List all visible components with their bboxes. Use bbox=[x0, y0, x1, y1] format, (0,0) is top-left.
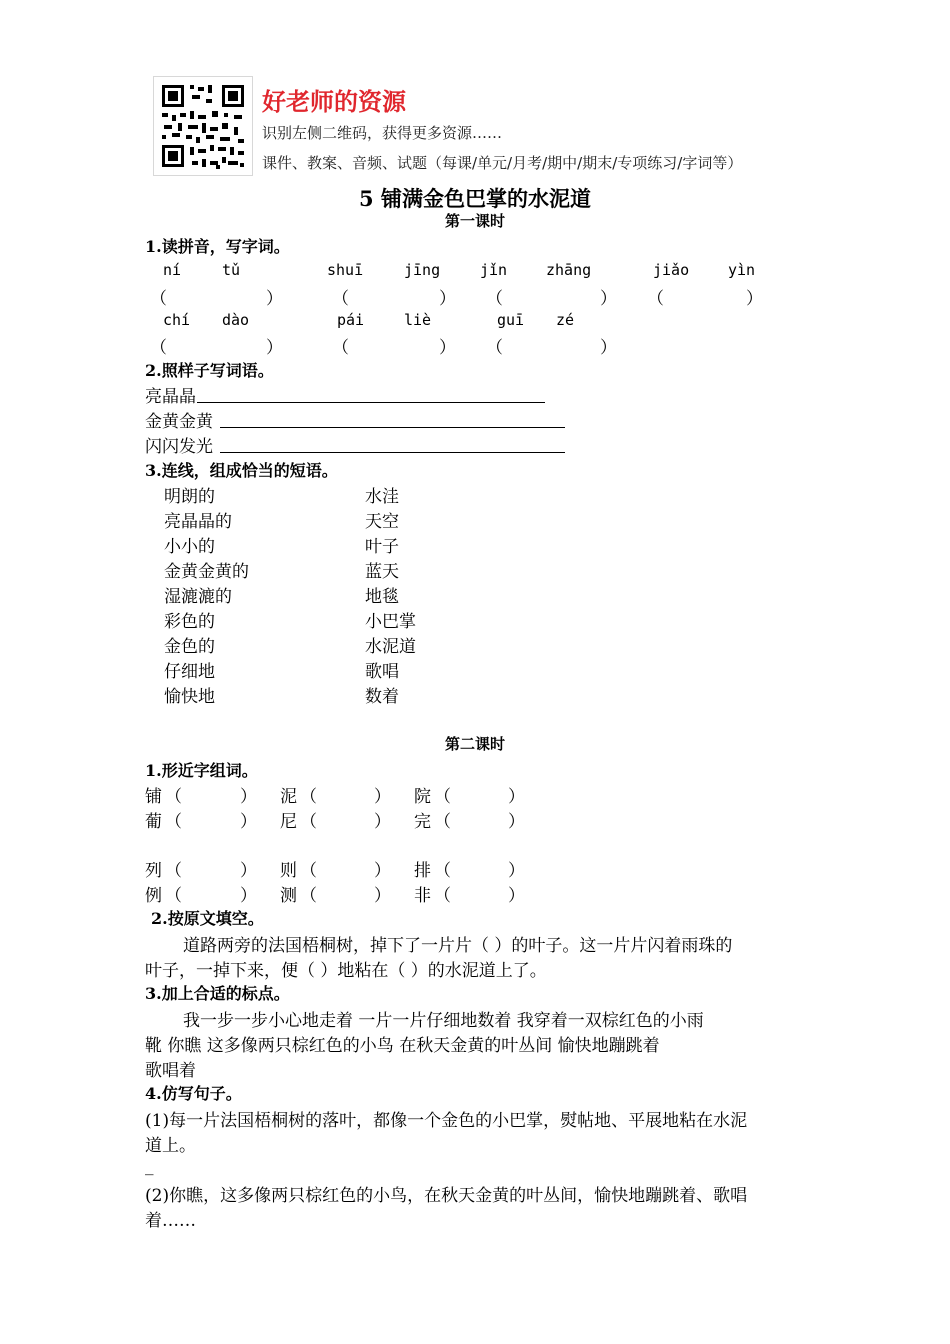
question-3-label: 3.连线，组成恰当的短语。 bbox=[145, 461, 338, 480]
match-right-item: 数着 bbox=[365, 687, 399, 707]
match-left-item: 小小的 bbox=[164, 537, 215, 557]
answer-line bbox=[220, 427, 565, 428]
pinyin: jǐn bbox=[480, 261, 508, 279]
answer-bracket-open: （ bbox=[165, 787, 182, 807]
match-right-item: 水泥道 bbox=[365, 637, 416, 657]
answer-bracket-open: （ bbox=[486, 289, 503, 309]
question-4-label: 4.仿写句子。 bbox=[145, 1084, 242, 1103]
pinyin: guī bbox=[497, 311, 525, 329]
answer-bracket-open: （ bbox=[150, 289, 167, 309]
answer-bracket-close: ） bbox=[508, 861, 525, 881]
pinyin: yìn bbox=[728, 261, 756, 279]
character: 院 bbox=[414, 787, 431, 807]
page-title: 5 铺满金色巴掌的水泥道 bbox=[359, 186, 591, 211]
pinyin: zhāng bbox=[546, 261, 592, 279]
answer-bracket-open: （ bbox=[165, 812, 182, 832]
character: 完 bbox=[414, 812, 431, 832]
lesson1-heading: 第一课时 bbox=[444, 212, 505, 230]
answer-bracket-close: ） bbox=[266, 289, 283, 309]
match-left-item: 湿漉漉的 bbox=[164, 587, 232, 607]
pinyin: dào bbox=[222, 311, 250, 329]
header-resources: 课件、教案、音频、试题（每课/单元/月考/期中/期末/专项练习/字词等） bbox=[262, 154, 743, 172]
question-2-label: 2.按原文填空。 bbox=[151, 909, 264, 928]
answer-bracket-close: ） bbox=[439, 338, 456, 358]
header-hint: 识别左侧二维码，获得更多资源…… bbox=[262, 124, 503, 142]
pinyin: tǔ bbox=[222, 261, 241, 279]
character: 泥 bbox=[280, 787, 297, 807]
pinyin: jīng bbox=[404, 261, 441, 279]
character: 排 bbox=[414, 861, 431, 881]
punctuation-line: 歌唱着 bbox=[145, 1061, 196, 1081]
answer-bracket-open: （ bbox=[150, 338, 167, 358]
answer-bracket-close: ） bbox=[746, 289, 763, 309]
pinyin: ní bbox=[163, 261, 182, 279]
answer-bracket-close: ） bbox=[240, 812, 257, 832]
match-right-item: 天空 bbox=[365, 512, 399, 532]
qr-code-icon bbox=[154, 77, 252, 175]
match-left-item: 彩色的 bbox=[164, 612, 215, 632]
answer-bracket-open: （ bbox=[300, 861, 317, 881]
match-left-item: 亮晶晶的 bbox=[164, 512, 232, 532]
lesson2-heading: 第二课时 bbox=[444, 735, 505, 753]
pattern-word: 亮晶晶 bbox=[145, 387, 196, 407]
answer-bracket-open: （ bbox=[647, 289, 664, 309]
answer-bracket-open: （ bbox=[332, 289, 349, 309]
answer-bracket-open: （ bbox=[165, 861, 182, 881]
character: 葡 bbox=[145, 812, 162, 832]
example-sentence: (2)你瞧，这多像两只棕红色的小鸟，在秋天金黄的叶丛间，愉快地蹦跳着、歌唱 bbox=[145, 1186, 748, 1206]
character: 列 bbox=[145, 861, 162, 881]
answer-bracket-open: （ bbox=[434, 787, 451, 807]
match-right-item: 叶子 bbox=[365, 537, 399, 557]
answer-bracket-close: ） bbox=[600, 289, 617, 309]
answer-bracket-close: ） bbox=[374, 812, 391, 832]
answer-line bbox=[197, 402, 545, 403]
pinyin: chí bbox=[163, 311, 191, 329]
answer-bracket-close: ） bbox=[439, 289, 456, 309]
character: 非 bbox=[414, 886, 431, 906]
answer-bracket-close: ） bbox=[240, 861, 257, 881]
match-right-item: 水洼 bbox=[365, 487, 399, 507]
fill-blank-line: 道路两旁的法国梧桐树，掉下了一片片（ ）的叶子。这一片片闪着雨珠的 bbox=[183, 936, 733, 956]
answer-bracket-close: ） bbox=[508, 787, 525, 807]
answer-bracket-close: ） bbox=[374, 861, 391, 881]
character: 则 bbox=[280, 861, 297, 881]
pattern-word: 金黄金黄 bbox=[145, 412, 213, 432]
character: 测 bbox=[280, 886, 297, 906]
character: 例 bbox=[145, 886, 162, 906]
character: 铺 bbox=[145, 787, 162, 807]
match-right-item: 小巴掌 bbox=[365, 612, 416, 632]
example-sentence: 着…… bbox=[145, 1211, 196, 1231]
pinyin: liè bbox=[404, 311, 432, 329]
answer-bracket-close: ） bbox=[240, 886, 257, 906]
pinyin: jiǎo bbox=[653, 261, 690, 279]
punctuation-line: 我一步一步小心地走着 一片一片仔细地数着 我穿着一双棕红色的小雨 bbox=[183, 1011, 704, 1031]
answer-blank: _ bbox=[145, 1156, 154, 1176]
answer-bracket-open: （ bbox=[434, 812, 451, 832]
answer-bracket-close: ） bbox=[240, 787, 257, 807]
answer-bracket-open: （ bbox=[165, 886, 182, 906]
answer-bracket-close: ） bbox=[508, 812, 525, 832]
match-right-item: 歌唱 bbox=[365, 662, 399, 682]
answer-bracket-close: ） bbox=[374, 787, 391, 807]
match-left-item: 金色的 bbox=[164, 637, 215, 657]
example-sentence: (1)每一片法国梧桐树的落叶，都像一个金色的小巴掌，熨帖地、平展地粘在水泥 bbox=[145, 1111, 748, 1131]
answer-line bbox=[220, 452, 565, 453]
pinyin: pái bbox=[337, 311, 365, 329]
pinyin: zé bbox=[556, 311, 575, 329]
answer-bracket-open: （ bbox=[300, 886, 317, 906]
answer-bracket-open: （ bbox=[486, 338, 503, 358]
qr-code bbox=[153, 76, 253, 176]
question-2-label: 2.照样子写词语。 bbox=[145, 361, 274, 380]
answer-bracket-close: ） bbox=[374, 886, 391, 906]
pattern-word: 闪闪发光 bbox=[145, 437, 213, 457]
question-1-label: 1.形近字组词。 bbox=[145, 761, 258, 780]
punctuation-line: 靴 你瞧 这多像两只棕红色的小鸟 在秋天金黄的叶丛间 愉快地蹦跳着 bbox=[145, 1036, 660, 1056]
match-left-item: 仔细地 bbox=[164, 662, 215, 682]
match-left-item: 金黄金黄的 bbox=[164, 562, 249, 582]
question-1-label: 1.读拼音，写字词。 bbox=[145, 237, 290, 256]
answer-bracket-open: （ bbox=[300, 812, 317, 832]
character: 尼 bbox=[280, 812, 297, 832]
brand-name: 好老师的资源 bbox=[262, 88, 406, 116]
answer-bracket-open: （ bbox=[332, 338, 349, 358]
match-right-item: 蓝天 bbox=[365, 562, 399, 582]
answer-bracket-close: ） bbox=[266, 338, 283, 358]
match-left-item: 愉快地 bbox=[164, 687, 215, 707]
answer-bracket-open: （ bbox=[434, 886, 451, 906]
question-3-label: 3.加上合适的标点。 bbox=[145, 984, 290, 1003]
fill-blank-line: 叶子，一掉下来，便（ ）地粘在（ ）的水泥道上了。 bbox=[145, 961, 547, 981]
answer-bracket-open: （ bbox=[434, 861, 451, 881]
match-left-item: 明朗的 bbox=[164, 487, 215, 507]
answer-bracket-close: ） bbox=[508, 886, 525, 906]
answer-bracket-open: （ bbox=[300, 787, 317, 807]
example-sentence: 道上。 bbox=[145, 1136, 196, 1156]
answer-bracket-close: ） bbox=[600, 338, 617, 358]
pinyin: shuī bbox=[327, 261, 364, 279]
match-right-item: 地毯 bbox=[365, 587, 399, 607]
